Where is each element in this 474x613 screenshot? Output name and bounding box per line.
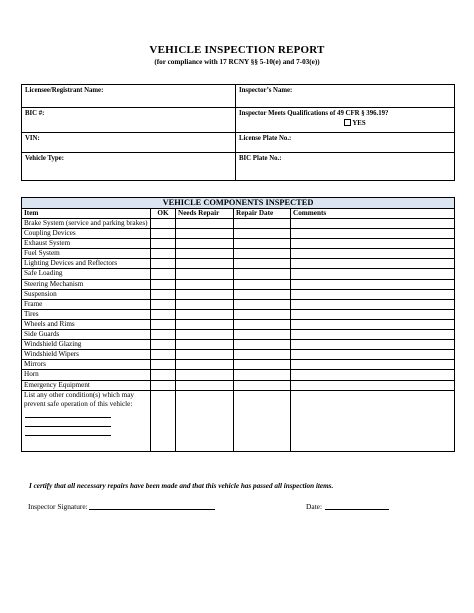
yes-option bbox=[239, 119, 451, 127]
other-conditions-row bbox=[22, 390, 455, 451]
component-needs-repair-cell[interactable] bbox=[176, 350, 234, 360]
component-item-cell: Suspension bbox=[22, 289, 151, 299]
column-header-ok: OK bbox=[151, 209, 176, 219]
component-ok-cell[interactable] bbox=[151, 249, 176, 259]
component-needs-repair-cell[interactable] bbox=[176, 309, 234, 319]
inspector-name-field[interactable] bbox=[236, 85, 455, 108]
component-ok-cell[interactable] bbox=[151, 370, 176, 380]
component-repair-date-cell[interactable] bbox=[234, 360, 291, 370]
component-row bbox=[22, 259, 455, 269]
components-section-header bbox=[22, 198, 455, 209]
component-row bbox=[22, 330, 455, 340]
component-ok-cell[interactable] bbox=[151, 360, 176, 370]
component-ok-cell[interactable] bbox=[151, 350, 176, 360]
component-row bbox=[22, 219, 455, 229]
component-needs-repair-cell[interactable] bbox=[176, 370, 234, 380]
component-row bbox=[22, 340, 455, 350]
column-header-comments: Comments bbox=[291, 209, 455, 219]
component-repair-date-cell[interactable] bbox=[234, 380, 291, 390]
component-row bbox=[22, 279, 455, 289]
other-ok-cell[interactable] bbox=[151, 390, 176, 451]
component-comments-cell[interactable] bbox=[291, 219, 455, 229]
report-subtitle: (for compliance with 17 RCNY §§ 5-10(e) and 7-03(e)) bbox=[154, 58, 320, 66]
component-needs-repair-cell[interactable] bbox=[176, 289, 234, 299]
component-ok-cell[interactable] bbox=[151, 259, 176, 269]
component-item-cell: Steering Mechanism bbox=[22, 279, 151, 289]
component-needs-repair-cell[interactable] bbox=[176, 319, 234, 329]
other-comments-cell[interactable] bbox=[291, 390, 455, 451]
component-ok-cell[interactable] bbox=[151, 380, 176, 390]
component-repair-date-cell[interactable] bbox=[234, 319, 291, 329]
component-ok-cell[interactable] bbox=[151, 279, 176, 289]
component-repair-date-cell[interactable] bbox=[234, 229, 291, 239]
component-needs-repair-cell[interactable] bbox=[176, 269, 234, 279]
component-needs-repair-cell[interactable] bbox=[176, 340, 234, 350]
component-needs-repair-cell[interactable] bbox=[176, 219, 234, 229]
component-row bbox=[22, 370, 455, 380]
info-row bbox=[22, 133, 455, 153]
component-row bbox=[22, 319, 455, 329]
component-repair-date-cell[interactable] bbox=[234, 259, 291, 269]
vin-label: VIN: bbox=[25, 135, 40, 142]
yes-label: YES bbox=[352, 120, 366, 127]
component-row bbox=[22, 350, 455, 360]
component-repair-date-cell[interactable] bbox=[234, 350, 291, 360]
component-comments-cell[interactable] bbox=[291, 239, 455, 249]
component-row bbox=[22, 239, 455, 249]
component-repair-date-cell[interactable] bbox=[234, 330, 291, 340]
vehicle-info-table bbox=[21, 84, 455, 181]
component-row bbox=[22, 229, 455, 239]
component-item-cell: Lighting Devices and Reflectors bbox=[22, 259, 151, 269]
component-needs-repair-cell[interactable] bbox=[176, 259, 234, 269]
component-needs-repair-cell[interactable] bbox=[176, 299, 234, 309]
info-row bbox=[22, 108, 455, 133]
blank-line[interactable] bbox=[25, 427, 111, 436]
component-ok-cell[interactable] bbox=[151, 340, 176, 350]
component-repair-date-cell[interactable] bbox=[234, 309, 291, 319]
component-needs-repair-cell[interactable] bbox=[176, 279, 234, 289]
component-repair-date-cell[interactable] bbox=[234, 219, 291, 229]
component-repair-date-cell[interactable] bbox=[234, 370, 291, 380]
component-ok-cell[interactable] bbox=[151, 219, 176, 229]
component-row bbox=[22, 269, 455, 279]
bic-field[interactable] bbox=[22, 108, 236, 133]
column-header-needs-repair: Needs Repair bbox=[176, 209, 234, 219]
signature-line bbox=[28, 501, 215, 511]
component-item-cell: Safe Loading bbox=[22, 269, 151, 279]
component-comments-cell[interactable] bbox=[291, 259, 455, 269]
column-header-repair-date: Repair Date bbox=[234, 209, 291, 219]
component-repair-date-cell[interactable] bbox=[234, 299, 291, 309]
component-needs-repair-cell[interactable] bbox=[176, 249, 234, 259]
component-item-cell: Frame bbox=[22, 299, 151, 309]
info-row bbox=[22, 85, 455, 108]
other-needs-repair-cell[interactable] bbox=[176, 390, 234, 451]
bic-plate-field[interactable] bbox=[236, 153, 455, 181]
component-needs-repair-cell[interactable] bbox=[176, 229, 234, 239]
component-comments-cell[interactable] bbox=[291, 269, 455, 279]
component-needs-repair-cell[interactable] bbox=[176, 330, 234, 340]
component-ok-cell[interactable] bbox=[151, 269, 176, 279]
component-item-cell: Wheels and Rims bbox=[22, 319, 151, 329]
inspector-name-label: Inspector’s Name: bbox=[239, 87, 293, 94]
component-comments-cell[interactable] bbox=[291, 279, 455, 289]
licensee-field[interactable] bbox=[22, 85, 236, 108]
component-ok-cell[interactable] bbox=[151, 299, 176, 309]
component-comments-cell[interactable] bbox=[291, 370, 455, 380]
license-plate-field[interactable] bbox=[236, 133, 455, 153]
component-item-cell: Mirrors bbox=[22, 360, 151, 370]
component-item-cell: Fuel System bbox=[22, 249, 151, 259]
components-rows bbox=[22, 219, 455, 391]
bic-plate-label: BIC Plate No.: bbox=[239, 155, 282, 162]
component-comments-cell[interactable] bbox=[291, 340, 455, 350]
licensee-label: Licensee/Registrant Name: bbox=[25, 87, 104, 94]
other-conditions-label: List any other condition(s) which may prevent safe operation of this vehicle: bbox=[24, 390, 134, 408]
component-ok-cell[interactable] bbox=[151, 239, 176, 249]
component-repair-date-cell[interactable] bbox=[234, 289, 291, 299]
component-row bbox=[22, 380, 455, 390]
component-row bbox=[22, 289, 455, 299]
info-row bbox=[22, 153, 455, 181]
component-comments-cell[interactable] bbox=[291, 330, 455, 340]
signature-label: Inspector Signature: bbox=[28, 502, 88, 511]
component-ok-cell[interactable] bbox=[151, 330, 176, 340]
date-label: Date: bbox=[306, 502, 323, 511]
component-item-cell: Brake System (service and parking brakes) bbox=[22, 219, 151, 229]
component-repair-date-cell[interactable] bbox=[234, 269, 291, 279]
blank-line[interactable] bbox=[25, 409, 111, 418]
bic-label: BIC #: bbox=[25, 110, 45, 117]
component-comments-cell[interactable] bbox=[291, 229, 455, 239]
license-plate-label: License Plate No.: bbox=[239, 135, 292, 142]
component-item-cell: Side Guards bbox=[22, 330, 151, 340]
blank-line[interactable] bbox=[25, 418, 111, 427]
components-section-title: VEHICLE COMPONENTS INSPECTED bbox=[22, 198, 455, 209]
components-column-headers bbox=[22, 209, 455, 219]
component-comments-cell[interactable] bbox=[291, 350, 455, 360]
component-comments-cell[interactable] bbox=[291, 299, 455, 309]
other-conditions-cell bbox=[22, 390, 151, 451]
component-ok-cell[interactable] bbox=[151, 319, 176, 329]
component-repair-date-cell[interactable] bbox=[234, 249, 291, 259]
vin-field[interactable] bbox=[22, 133, 236, 153]
component-comments-cell[interactable] bbox=[291, 319, 455, 329]
component-repair-date-cell[interactable] bbox=[234, 340, 291, 350]
component-ok-cell[interactable] bbox=[151, 309, 176, 319]
vehicle-type-field[interactable] bbox=[22, 153, 236, 181]
certification-statement: I certify that all necessary repairs have been made and that this vehicle has passed all inspection items. bbox=[29, 482, 334, 490]
component-ok-cell[interactable] bbox=[151, 289, 176, 299]
component-item-cell: Emergency Equipment bbox=[22, 380, 151, 390]
component-comments-cell[interactable] bbox=[291, 380, 455, 390]
qualifications-field bbox=[236, 108, 455, 133]
component-item-cell: Horn bbox=[22, 370, 151, 380]
component-item-cell: Exhaust System bbox=[22, 239, 151, 249]
component-item-cell: Windshield Wipers bbox=[22, 350, 151, 360]
component-comments-cell[interactable] bbox=[291, 360, 455, 370]
component-comments-cell[interactable] bbox=[291, 309, 455, 319]
component-item-cell: Tires bbox=[22, 309, 151, 319]
component-repair-date-cell[interactable] bbox=[234, 239, 291, 249]
component-needs-repair-cell[interactable] bbox=[176, 360, 234, 370]
component-row bbox=[22, 309, 455, 319]
column-header-item: Item bbox=[22, 209, 151, 219]
date-line bbox=[306, 501, 389, 511]
report-title: VEHICLE INSPECTION REPORT bbox=[149, 44, 325, 56]
component-comments-cell[interactable] bbox=[291, 249, 455, 259]
date-input[interactable] bbox=[325, 501, 389, 510]
yes-checkbox[interactable] bbox=[344, 119, 351, 126]
component-row bbox=[22, 249, 455, 259]
qualifications-label: Inspector Meets Qualifications of 49 CFR § 396.19? bbox=[239, 110, 389, 117]
signature-input[interactable] bbox=[89, 501, 215, 510]
component-item-cell: Windshield Glazing bbox=[22, 340, 151, 350]
components-table bbox=[21, 197, 455, 452]
component-row bbox=[22, 299, 455, 309]
component-ok-cell[interactable] bbox=[151, 229, 176, 239]
component-comments-cell[interactable] bbox=[291, 289, 455, 299]
other-repair-date-cell[interactable] bbox=[234, 390, 291, 451]
component-item-cell: Coupling Devices bbox=[22, 229, 151, 239]
component-row bbox=[22, 360, 455, 370]
component-needs-repair-cell[interactable] bbox=[176, 239, 234, 249]
component-repair-date-cell[interactable] bbox=[234, 279, 291, 289]
vehicle-type-label: Vehicle Type: bbox=[25, 155, 64, 162]
component-needs-repair-cell[interactable] bbox=[176, 380, 234, 390]
